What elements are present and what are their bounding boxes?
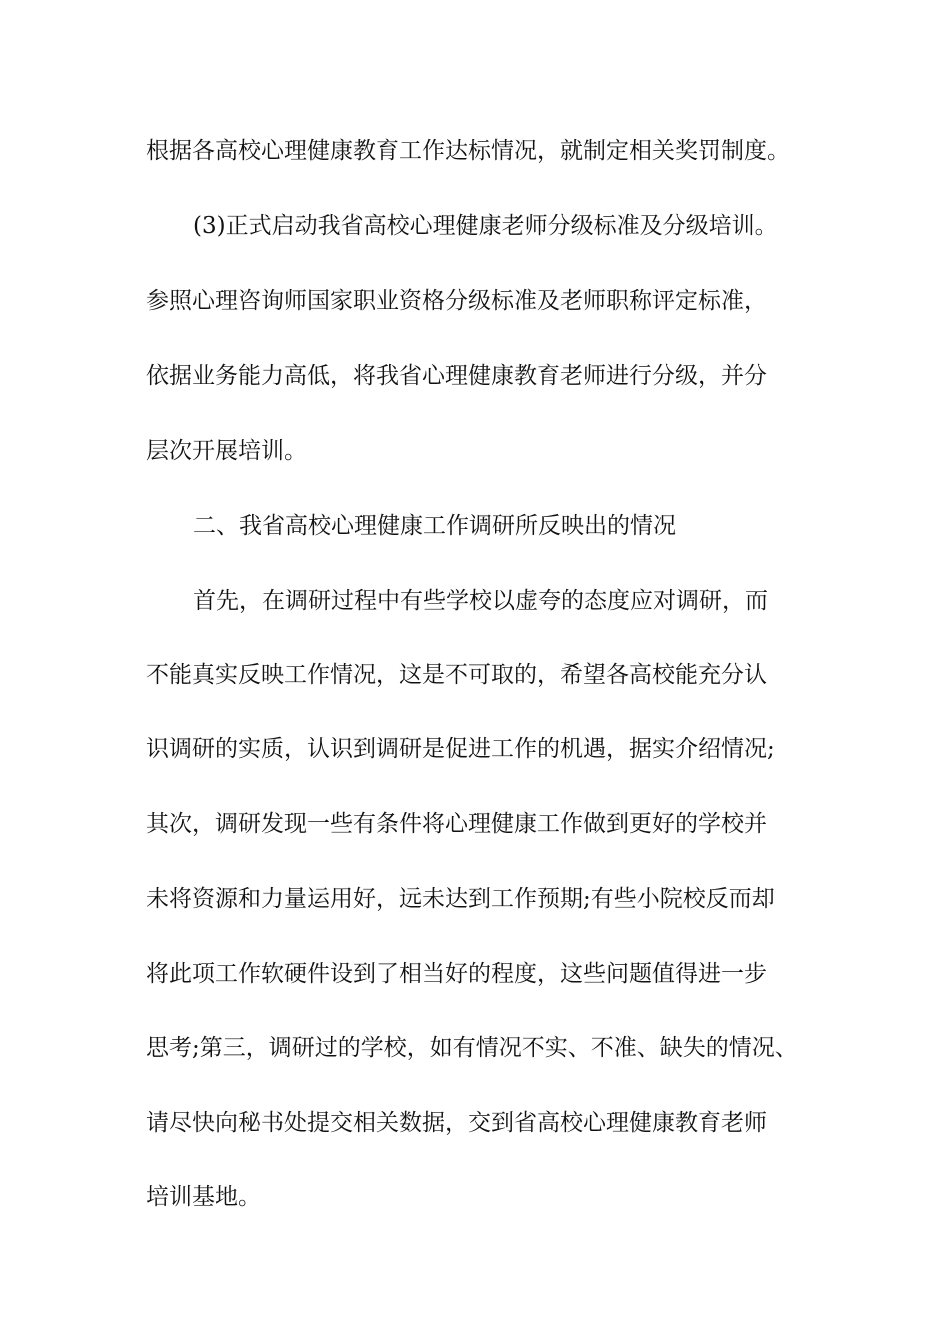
text-line-10: 其次，调研发现一些有条件将心理健康工作做到更好的学校并 [146,811,767,837]
text-line-2: (3)正式启动我省高校心理健康老师分级标准及分级培训。 [193,213,778,239]
text-line-5: 层次开展培训。 [146,438,307,464]
text-line-14: 请尽快向秘书处提交相关数据，交到省高校心理健康教育老师 [146,1110,767,1136]
text-line-15: 培训基地。 [146,1184,261,1210]
text-line-3: 参照心理咨询师国家职业资格分级标准及老师职称评定标准， [146,288,767,314]
text-line-7: 首先，在调研过程中有些学校以虚夸的态度应对调研，而 [193,588,768,614]
section-heading: 二、我省高校心理健康工作调研所反映出的情况 [193,513,676,539]
text-line-9: 识调研的实质，认识到调研是促进工作的机遇，据实介绍情况; [146,736,775,762]
text-line-8: 不能真实反映工作情况，这是不可取的，希望各高校能充分认 [146,662,767,688]
text-line-12: 将此项工作软硬件设到了相当好的程度，这些问题值得进一步 [146,961,767,987]
text-line-11: 未将资源和力量运用好，远未达到工作预期;有些小院校反而却 [146,886,775,912]
text-line-13: 思考;第三，调研过的学校，如有情况不实、不准、缺失的情况、 [146,1035,798,1061]
text-line-1: 根据各高校心理健康教育工作达标情况，就制定相关奖罚制度。 [146,138,790,164]
text-line-4: 依据业务能力高低，将我省心理健康教育老师进行分级，并分 [146,363,767,389]
